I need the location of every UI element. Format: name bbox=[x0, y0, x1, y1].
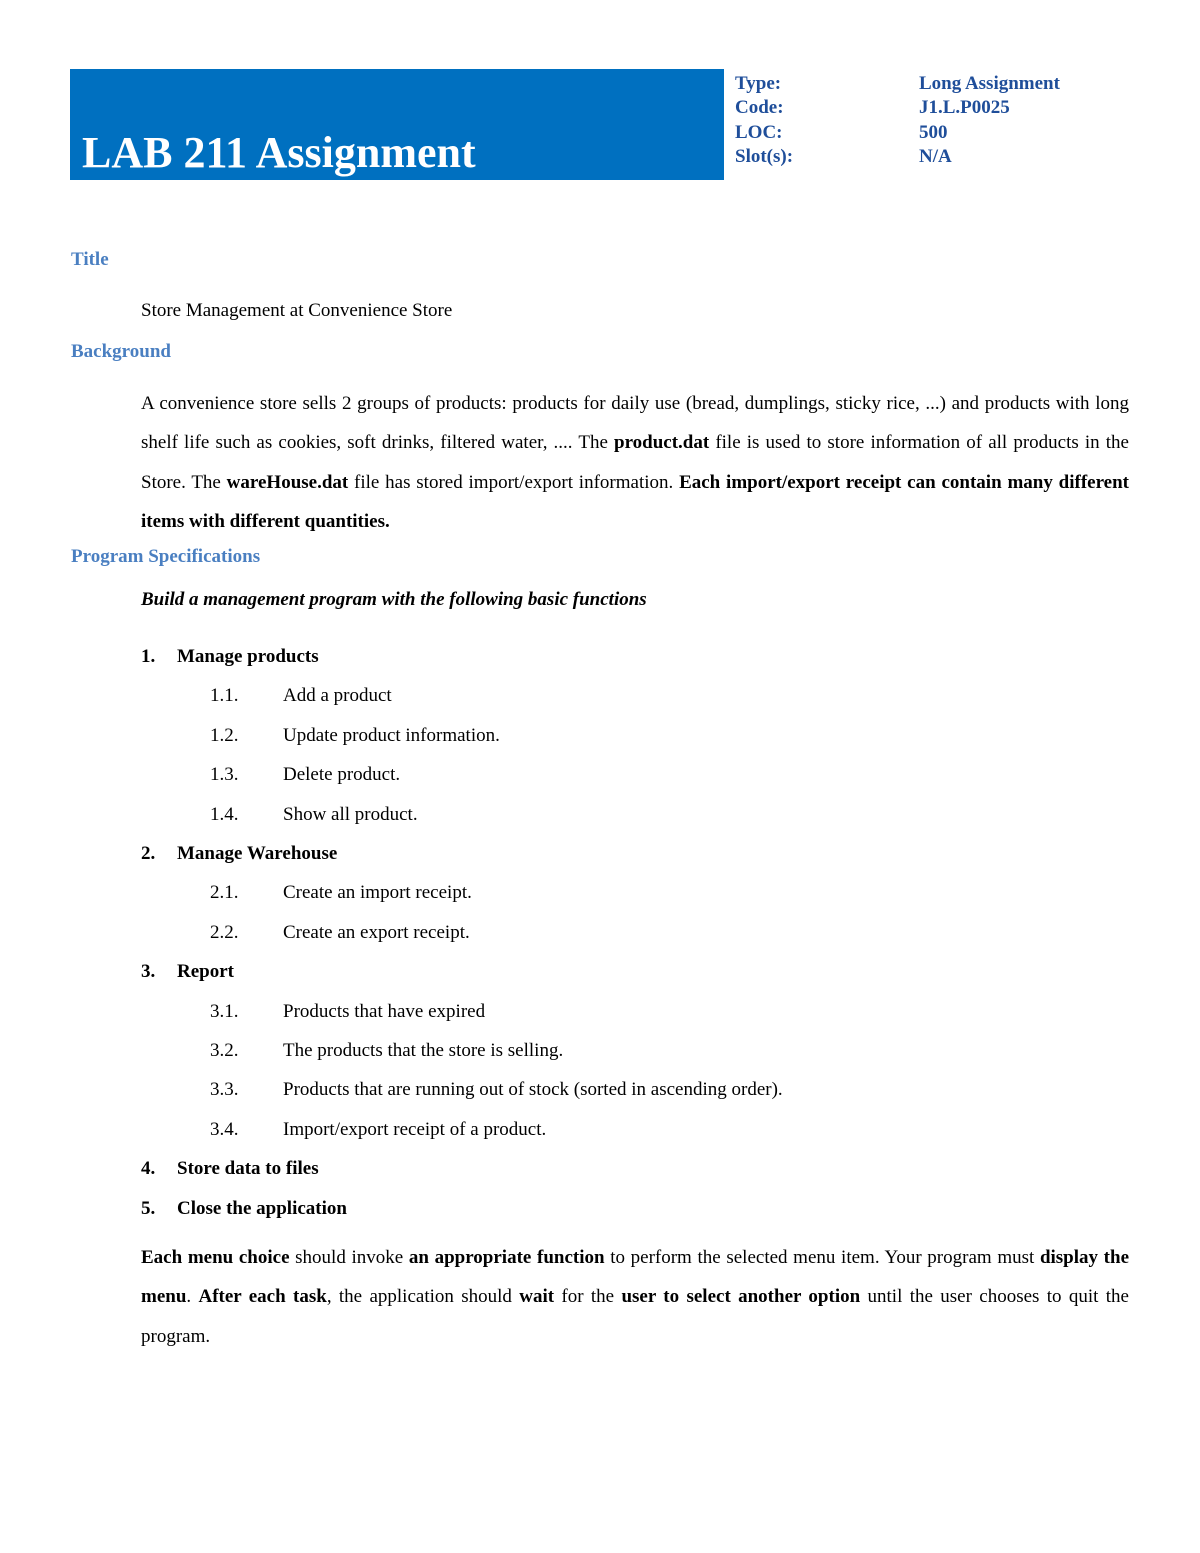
body-text: . bbox=[186, 1286, 199, 1308]
submenu-item-number: 3.2. bbox=[210, 1040, 239, 1061]
menu-item-number: 1. bbox=[141, 646, 156, 667]
submenu-item-label: Update product information. bbox=[283, 724, 500, 746]
emphasis-text: user to select another option bbox=[621, 1286, 861, 1308]
meta-key: Code: bbox=[735, 97, 784, 119]
header-banner bbox=[70, 69, 724, 180]
menu-item-number: 5. bbox=[141, 1197, 156, 1219]
body-text: file has stored import/export information. bbox=[348, 471, 680, 493]
submenu-item-number: 1.2. bbox=[210, 724, 239, 746]
submenu-item-label: Add a product bbox=[283, 685, 392, 707]
menu-item-number: 4. bbox=[141, 1158, 156, 1180]
meta-key: Type: bbox=[735, 73, 782, 94]
meta-value: J1.L.P0025 bbox=[919, 97, 1010, 119]
meta-value: Long Assignment bbox=[919, 73, 1060, 94]
submenu-item-number: 3.3. bbox=[210, 1079, 239, 1101]
body-text: should invoke bbox=[289, 1247, 409, 1268]
body-text: file is used to store information of all products in the Store. The bbox=[141, 432, 1129, 493]
menu-item-label: Close the application bbox=[177, 1197, 347, 1219]
meta-key: LOC: bbox=[735, 121, 783, 143]
menu-item-label: Store data to files bbox=[177, 1158, 319, 1180]
submenu-item-number: 2.2. bbox=[210, 921, 239, 943]
meta-value: 500 bbox=[919, 121, 948, 143]
document-title: LAB 211 Assignment bbox=[82, 128, 476, 177]
menu-item-label: Manage products bbox=[177, 646, 319, 667]
submenu-item-label: Products that have expired bbox=[283, 1000, 486, 1022]
emphasis-text: display the menu bbox=[141, 1247, 1130, 1308]
title-text: Store Management at Convenience Store bbox=[141, 300, 453, 321]
submenu-item-label: Products that are running out of stock (sorted in ascending order). bbox=[283, 1079, 783, 1101]
spec-intro: Build a management program with the following basic functions bbox=[141, 589, 647, 610]
emphasis-text: product.dat bbox=[614, 432, 710, 454]
emphasis-text: wait bbox=[519, 1286, 555, 1308]
menu-item-number: 2. bbox=[141, 843, 156, 864]
emphasis-text: an appropriate function bbox=[408, 1247, 605, 1268]
spec-heading: Program Specifications bbox=[71, 546, 261, 567]
body-text: to perform the selected menu item. Your program must bbox=[604, 1247, 1040, 1268]
submenu-item-label: Show all product. bbox=[283, 803, 418, 825]
meta-value: N/A bbox=[919, 145, 952, 167]
body-text: A convenience store sells 2 groups of products: products for daily use (bread, dumplings, sticky rice, ...) and products with long shelf life such as cookies, soft drinks, filtered water, .... The bbox=[141, 393, 1129, 454]
title-heading: Title bbox=[71, 249, 109, 270]
emphasis-text: wareHouse.dat bbox=[226, 471, 349, 493]
body-text: , the application should bbox=[326, 1286, 520, 1308]
body-text: for the bbox=[554, 1286, 622, 1308]
menu-item-label: Manage Warehouse bbox=[177, 843, 338, 864]
emphasis-text: Each menu choice bbox=[141, 1247, 290, 1268]
submenu-item-label: Import/export receipt of a product. bbox=[283, 1118, 547, 1140]
submenu-item-label: Create an import receipt. bbox=[283, 882, 472, 904]
body-text: until the user chooses to quit the program. bbox=[141, 1286, 1129, 1347]
emphasis-text: Each import/export receipt can contain many different items with different quantities. bbox=[141, 471, 1130, 532]
meta-key: Slot(s): bbox=[735, 145, 794, 167]
submenu-item-label: The products that the store is selling. bbox=[283, 1040, 564, 1061]
submenu-item-number: 3.1. bbox=[210, 1000, 239, 1022]
menu-item-label: Report bbox=[177, 961, 234, 983]
background-heading: Background bbox=[71, 341, 171, 362]
closing-paragraph bbox=[141, 1238, 1129, 1356]
emphasis-text: After each task bbox=[198, 1286, 327, 1308]
submenu-item-number: 1.1. bbox=[210, 685, 239, 707]
submenu-item-label: Delete product. bbox=[283, 764, 401, 786]
submenu-item-label: Create an export receipt. bbox=[283, 921, 470, 943]
submenu-item-number: 1.3. bbox=[210, 764, 239, 786]
background-paragraph bbox=[141, 384, 1129, 541]
submenu-item-number: 1.4. bbox=[210, 803, 239, 825]
menu-item-number: 3. bbox=[141, 961, 156, 983]
submenu-item-number: 2.1. bbox=[210, 882, 239, 904]
submenu-item-number: 3.4. bbox=[210, 1118, 239, 1140]
